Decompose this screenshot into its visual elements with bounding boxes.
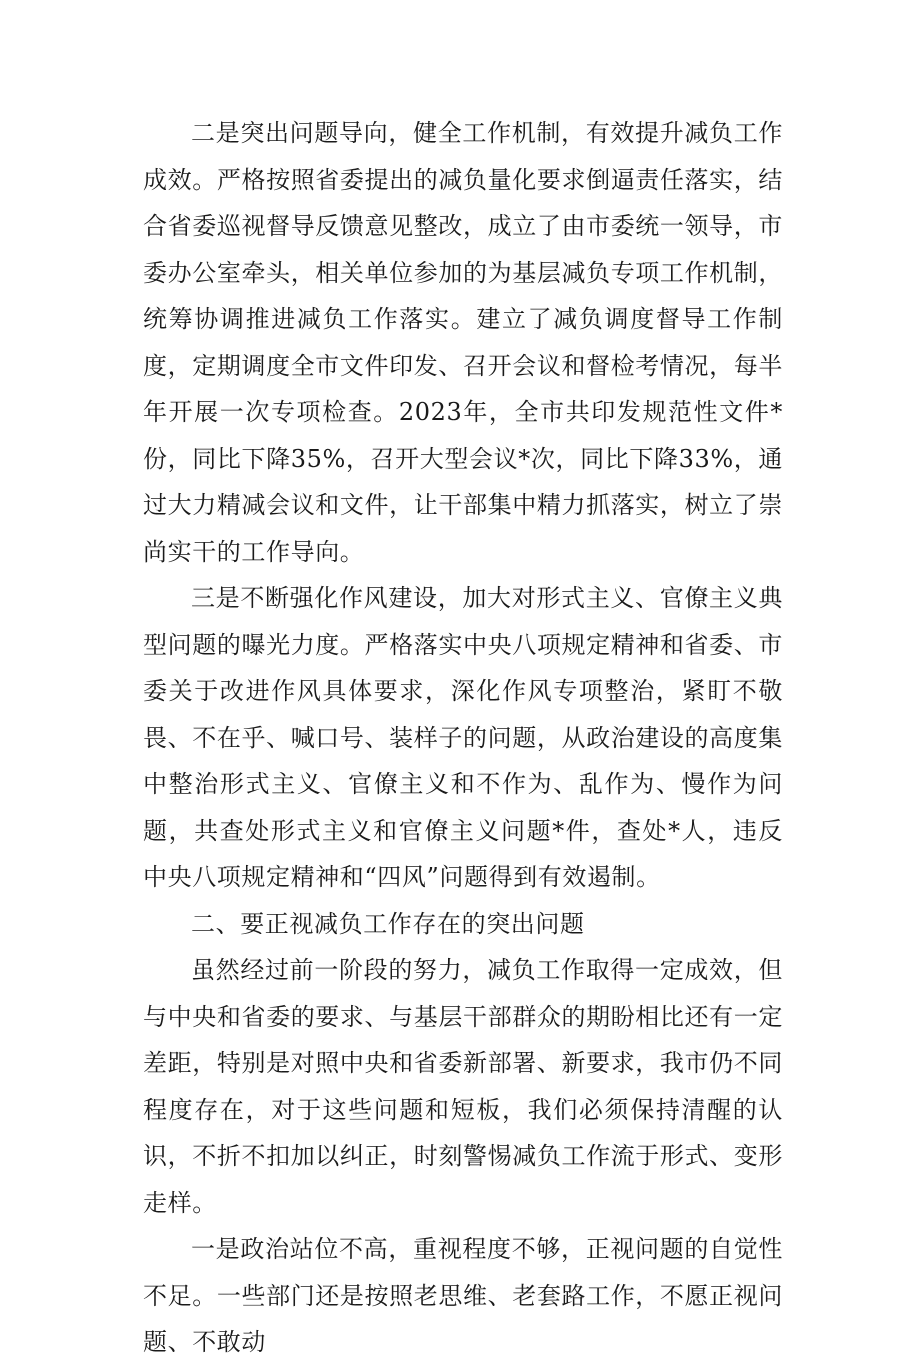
paragraph-mechanism: 二是突出问题导向，健全工作机制，有效提升减负工作成效。严格按照省委提出的减负量化要求倒逼责任落实，结合省委巡视督导反馈意见整改，成立了由市委统一领导，市委办公室牵头，相关单位参加的为基层减负专项工作机制，统筹协调推进减负工作落实。建立了减负调度督导工作制度，定期调度全市文件印发、召开会议和督检考情况，每半年开展一次专项检查。2023年，全市共印发规范性文件*份，同比下降35%，召开大型会议*次，同比下降33%，通过大力精减会议和文件，让干部集中精力抓落实，树立了崇尚实干的工作导向。: [143, 119, 783, 566]
paragraph-work-style: 三是不断强化作风建设，加大对形式主义、官僚主义典型问题的曝光力度。严格落实中央八项规定精神和省委、市委关于改进作风具体要求，深化作风专项整治，紧盯不敬畏、不在乎、喊口号、装样子的问题，从政治建设的高度集中整治形式主义、官僚主义和不作为、乱作为、慢作为问题，共查处形式主义和官僚主义问题*件，查处*人，违反中央八项规定精神和“四风”问题得到有效遏制。: [143, 584, 783, 891]
paragraph-problems-intro: 虽然经过前一阶段的努力，减负工作取得一定成效，但与中央和省委的要求、与基层干部群众的期盼相比还有一定差距，特别是对照中央和省委新部署、新要求，我市仍不同程度存在，对于这些问题和短板，我们必须保持清醒的认识，不折不扣加以纠正，时刻警惕减负工作流于形式、变形走样。: [143, 956, 783, 1217]
section-heading: 二、要正视减负工作存在的突出问题: [191, 909, 585, 938]
paragraph-political-stance: 一是政治站位不高，重视程度不够，正视问题的自觉性不足。一些部门还是按照老思维、老套路工作，不愿正视问题、不敢动: [143, 1235, 783, 1356]
document-body: [143, 110, 783, 1366]
